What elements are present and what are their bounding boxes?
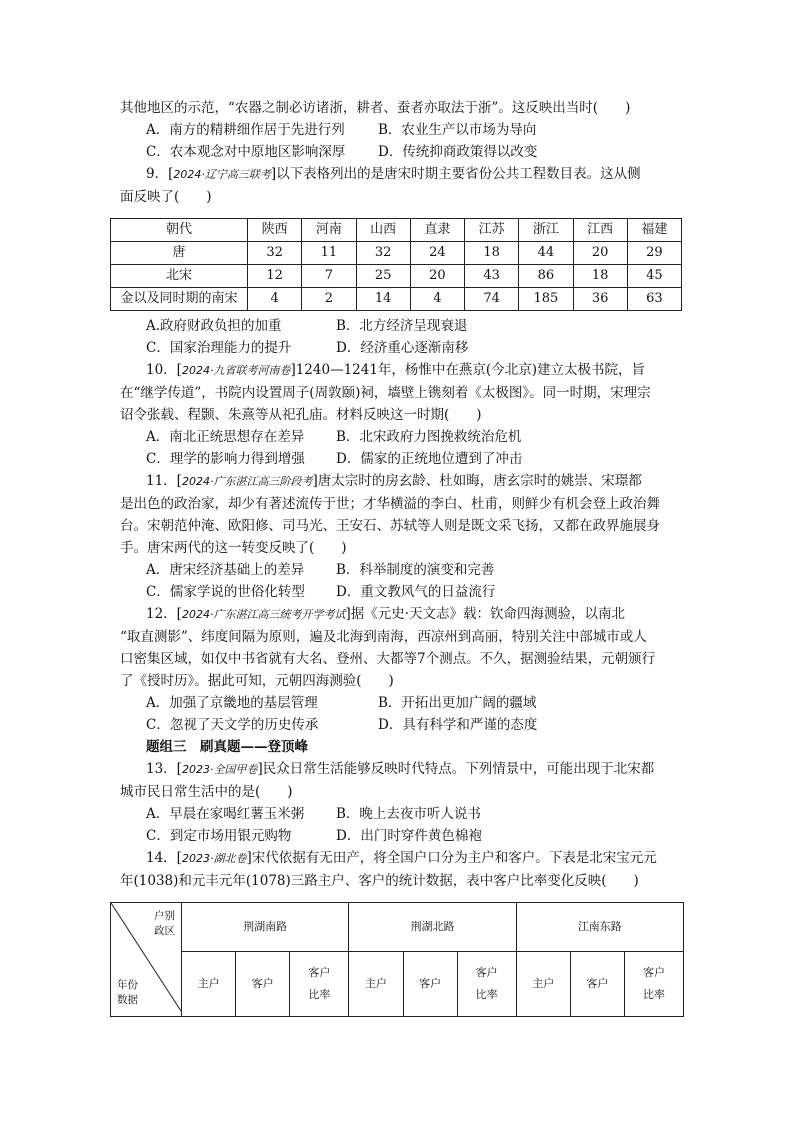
q9-option-d[interactable]: D．经济重心逐渐南移 <box>336 340 469 356</box>
q10-number: 10．[ <box>146 362 182 378</box>
q14-subheader: 客户 <box>403 952 457 1017</box>
q9-header-cell: 江苏 <box>465 219 519 242</box>
q9-text-1: ]以下表格列出的是唐宋时期主要省份公共工程数目表。这从侧 <box>270 166 641 182</box>
q9-cell: 32 <box>248 242 302 265</box>
q8-option-b[interactable]: B．农业生产以市场为导向 <box>378 122 537 138</box>
q9-header-cell: 河南 <box>302 219 356 242</box>
q12-option-a[interactable]: A．加强了京畿地的基层管理 <box>146 695 318 711</box>
q9-options-row-1 <box>120 315 695 337</box>
q11-number: 11．[ <box>146 473 182 489</box>
q10-options-row-1 <box>120 426 695 448</box>
q14-subheader-row <box>111 952 684 1017</box>
q10-text-3: 诏令张载、程颢、朱熹等从祀孔庙。材料反映这一时期( ) <box>120 407 482 423</box>
q9-row-label: 北宋 <box>111 265 248 288</box>
q12-option-b[interactable]: B．开拓出更加广阔的疆域 <box>378 695 537 711</box>
corner-label: 政区 <box>154 925 175 937</box>
q9-stem <box>120 163 695 186</box>
q9-cell: 63 <box>627 288 681 311</box>
q9-row-label: 金以及同时期的南宋 <box>111 288 248 311</box>
q13-text-1: ]民众日常生活能够反映时代特点。下列情景中，可能出现于北宋都 <box>257 761 655 777</box>
q12-source: 2024·广东湛江高三统考开学考试 <box>181 608 346 621</box>
q10-options-row-2 <box>120 448 695 470</box>
corner-label: 数据 <box>117 994 138 1006</box>
q11-stem <box>120 470 695 493</box>
q13-source: 2023·全国甲卷 <box>181 763 258 776</box>
q14-subheader <box>457 952 516 1017</box>
q14-table <box>110 902 684 1017</box>
q14-region-header: 江南东路 <box>516 903 683 952</box>
q9-cell: 74 <box>465 288 519 311</box>
q14-region-row <box>111 903 684 952</box>
q9-cell: 18 <box>465 242 519 265</box>
q9-cell: 4 <box>410 288 464 311</box>
q11-option-d[interactable]: D．重文教风气的日益流行 <box>336 584 496 600</box>
q12-number: 12．[ <box>146 606 182 622</box>
q14-number: 14．[ <box>146 850 182 866</box>
q9-cell: 25 <box>356 265 410 288</box>
q9-header-cell: 浙江 <box>519 219 573 242</box>
q9-header-cell: 山西 <box>356 219 410 242</box>
q9-table-header-row <box>111 219 682 242</box>
q14-corner-bottom <box>117 978 138 1008</box>
section-heading: 题组三 刷真题——登顶峰 <box>146 739 308 755</box>
q14-subheader-text: 客户比率 <box>475 966 498 1001</box>
q9-cell: 24 <box>410 242 464 265</box>
q9-cell: 44 <box>519 242 573 265</box>
q14-corner-cell <box>111 903 182 1017</box>
q9-header-cell: 陕西 <box>248 219 302 242</box>
q12-text-3: 口密集区域，如仅中书省就有大名、登州、大都等7个测点。不久，据测验结果，元朝颁行 <box>120 651 656 667</box>
q9-cell: 2 <box>302 288 356 311</box>
q14-subheader: 客户 <box>236 952 290 1017</box>
corner-label: 年份 <box>117 979 138 991</box>
q12-option-d[interactable]: D．具有科学和严谨的态度 <box>378 717 538 733</box>
q12-options-row-1 <box>120 692 695 714</box>
q9-header-cell: 福建 <box>627 219 681 242</box>
q9-cell: 4 <box>248 288 302 311</box>
q11-text-2: 是出色的政治家，却少有著述流传于世；才华横溢的李白、杜甫，则鲜少有机会登上政治舞 <box>120 496 660 512</box>
q10-option-c[interactable]: C．理学的影响力得到增强 <box>146 451 305 467</box>
q14-region-header: 荆湖南路 <box>182 903 349 952</box>
corner-label: 户别 <box>154 910 175 922</box>
q9-source: 2024·辽宁高三联考 <box>173 168 271 181</box>
q11-source: 2024·广东湛江高三阶段考 <box>181 475 313 488</box>
q11-options-row-1 <box>120 559 695 581</box>
q9-cell: 20 <box>410 265 464 288</box>
q8-option-a[interactable]: A．南方的精耕细作居于先进行列 <box>146 122 345 138</box>
q8-tail: 其他地区的示范，“农器之制必访诸浙，耕者、蚕者亦取法于浙”。这反映出当时( ) <box>120 100 631 116</box>
q10-option-a[interactable]: A．南北正统思想存在差异 <box>146 429 305 445</box>
q12-text-4: 了《授时历》。据此可知，元朝四海测验( ) <box>120 673 394 689</box>
q11-text-4: 手。唐宋两代的这一转变反映了( ) <box>120 540 347 556</box>
q9-cell: 29 <box>627 242 681 265</box>
q11-option-a[interactable]: A．唐宋经济基础上的差异 <box>146 562 305 578</box>
q13-option-b[interactable]: B．晚上去夜市听人说书 <box>336 806 481 822</box>
q10-option-b[interactable]: B．北宋政府力图挽救统治危机 <box>336 429 522 445</box>
q14-subheader: 客户 <box>570 952 624 1017</box>
q9-number: 9．[ <box>146 166 174 182</box>
q10-text-1: ]1240—1241年，杨惟中在燕京(今北京)建立太极书院，旨 <box>290 362 645 378</box>
q12-options-row-2 <box>120 714 695 736</box>
q8-option-d[interactable]: D．传统抑商政策得以改变 <box>378 144 538 160</box>
q11-option-c[interactable]: C．儒家学说的世俗化转型 <box>146 584 305 600</box>
q13-options-row-1 <box>120 803 695 825</box>
q14-subheader: 主户 <box>182 952 236 1017</box>
table-row <box>111 242 682 265</box>
table-row <box>111 288 682 311</box>
q8-options-row-2 <box>120 141 695 163</box>
q9-cell: 36 <box>573 288 627 311</box>
q9-cell: 86 <box>519 265 573 288</box>
q14-subheader-text: 客户比率 <box>643 966 665 1001</box>
q9-cell: 20 <box>573 242 627 265</box>
table-row <box>111 265 682 288</box>
q14-source: 2023·湖北卷 <box>181 852 247 865</box>
q10-option-d[interactable]: D．儒家的正统地位遭到了冲击 <box>336 451 523 467</box>
q14-text-2: 年(1038)和元丰元年(1078)三路主户、客户的统计数据，表中客户比率变化反映( ) <box>120 873 639 889</box>
q9-table <box>110 218 682 311</box>
q9-row-label: 唐 <box>111 242 248 265</box>
q8-option-c[interactable]: C．农本观念对中原地区影响深厚 <box>146 144 346 160</box>
q10-stem <box>120 359 695 382</box>
q9-text-2: 面反映了( ) <box>120 189 212 205</box>
q12-text-2: “取直测影”、纬度间隔为原则，遍及北海到南海，西凉州到高丽，特别关注中部城市或人 <box>120 629 647 645</box>
q14-subheader-text: 客户比率 <box>308 966 331 1001</box>
q9-cell: 45 <box>627 265 681 288</box>
q9-cell: 43 <box>465 265 519 288</box>
q9-cell: 7 <box>302 265 356 288</box>
q11-text-1: ]唐太宗时的房玄龄、杜如晦，唐玄宗时的姚崇、宋璟都 <box>312 473 642 489</box>
q9-header-cell: 江西 <box>573 219 627 242</box>
q13-text-2: 城市民日常生活中的是( ) <box>120 784 293 800</box>
q9-cell: 185 <box>519 288 573 311</box>
q11-option-b[interactable]: B．科举制度的演变和完善 <box>336 562 495 578</box>
q9-cell: 14 <box>356 288 410 311</box>
q13-options-row-2 <box>120 825 695 847</box>
q10-text-2: 在“继学传道”，书院内设置周子(周敦颐)祠，墙壁上镌刻着《太极图》。同一时期，宋理宗 <box>120 385 651 401</box>
q14-subheader: 主户 <box>349 952 403 1017</box>
q9-option-a[interactable]: A.政府财政负担的加重 <box>146 318 282 334</box>
q13-option-c[interactable]: C．到定市场用银元购物 <box>146 828 292 844</box>
q11-options-row-2 <box>120 581 695 603</box>
q11-text-3: 台。宋朝范仲淹、欧阳修、司马光、王安石、苏轼等人则是既文采飞扬，又都在政界施展身 <box>120 518 660 534</box>
q14-subheader <box>625 952 684 1017</box>
q13-option-a[interactable]: A．早晨在家喝红薯玉米粥 <box>146 806 305 822</box>
q13-stem <box>120 758 695 781</box>
q14-corner-top <box>154 909 175 939</box>
q12-option-c[interactable]: C．忽视了天文学的历史传承 <box>146 717 319 733</box>
q14-subheader <box>290 952 349 1017</box>
q9-cell: 12 <box>248 265 302 288</box>
q13-number: 13．[ <box>146 761 182 777</box>
q14-text-1: ]宋代依据有无田产，将全国户口分为主户和客户。下表是北宋宝元元 <box>246 850 657 866</box>
q9-cell: 18 <box>573 265 627 288</box>
q9-header-cell: 直隶 <box>410 219 464 242</box>
q9-cell: 32 <box>356 242 410 265</box>
q14-region-header: 荆湖北路 <box>349 903 516 952</box>
q14-stem <box>120 847 695 870</box>
q9-option-b[interactable]: B．北方经济呈现衰退 <box>336 318 468 334</box>
q9-option-c[interactable]: C．国家治理能力的提升 <box>146 340 292 356</box>
q12-stem <box>120 603 695 626</box>
q8-options-row-1 <box>120 119 695 141</box>
q10-source: 2024·九省联考河南卷 <box>181 364 291 377</box>
q13-option-d[interactable]: D．出门时穿件黄色棉袍 <box>336 828 482 844</box>
q9-header-cell: 朝代 <box>111 219 248 242</box>
q14-subheader: 主户 <box>516 952 570 1017</box>
q9-options-row-2 <box>120 337 695 359</box>
q9-cell: 11 <box>302 242 356 265</box>
question-content <box>117 97 695 1017</box>
q12-text-1: ]据《元史·天文志》载：钦命四海测验，以南北 <box>345 606 626 622</box>
